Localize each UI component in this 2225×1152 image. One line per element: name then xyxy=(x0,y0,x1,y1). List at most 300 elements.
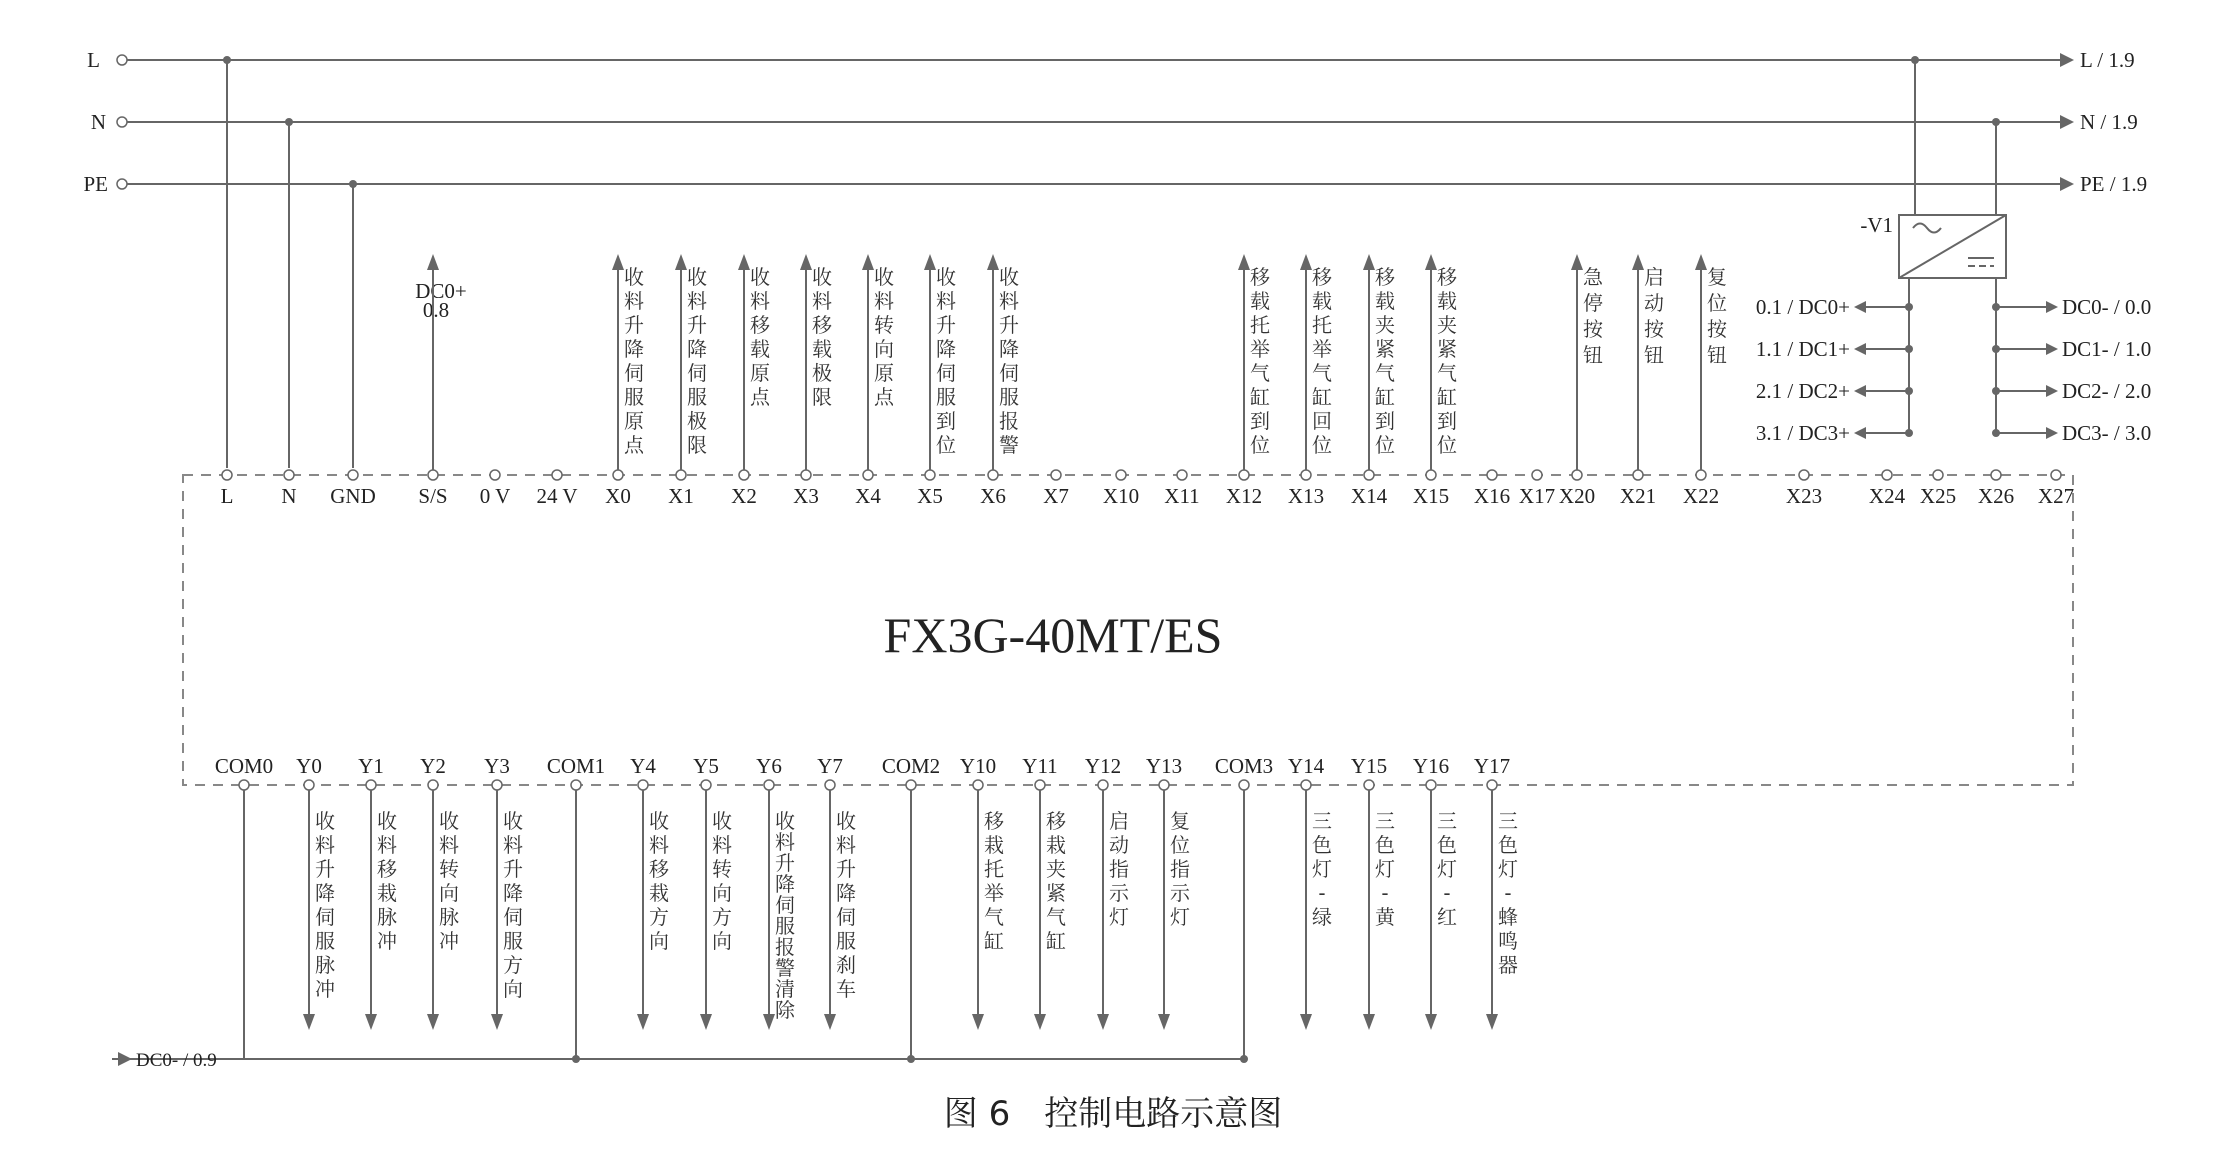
input-desc: 警 xyxy=(999,433,1019,457)
input-label-x27: X27 xyxy=(2037,484,2075,508)
output-desc: 伺 xyxy=(503,905,523,929)
input-desc: 按 xyxy=(1644,317,1664,341)
output-desc: 降 xyxy=(775,872,795,896)
input-desc: 移 xyxy=(1312,265,1332,289)
input-label-x0: X0 xyxy=(605,484,631,508)
input-desc: 料 xyxy=(687,289,707,313)
output-desc: 服 xyxy=(775,914,795,938)
input-terminal xyxy=(1799,470,1809,480)
psu-plus-label: 2.1 / DC2+ xyxy=(1755,379,1850,403)
output-label-com2: COM2 xyxy=(881,754,941,778)
signal-arrow xyxy=(1571,254,1583,270)
rail-l-target: L / 1.9 xyxy=(2080,48,2135,72)
output-desc: 色 xyxy=(1375,833,1395,857)
output-terminal xyxy=(906,780,916,790)
input-desc: 料 xyxy=(999,289,1019,313)
input-desc: 载 xyxy=(750,337,770,361)
output-desc: 灯 xyxy=(1375,857,1395,881)
input-terminal xyxy=(1426,470,1436,480)
output-desc: 收 xyxy=(503,809,523,833)
psu-minus-arrow xyxy=(2046,343,2058,355)
input-label-x7: X7 xyxy=(1043,484,1069,508)
output-arrow xyxy=(637,1014,649,1030)
input-desc: 气 xyxy=(1437,361,1457,385)
input-terminal xyxy=(1116,470,1126,480)
output-arrow xyxy=(427,1014,439,1030)
output-desc: 收 xyxy=(377,809,397,833)
input-desc: 服 xyxy=(624,385,644,409)
input-desc: 伺 xyxy=(936,361,956,385)
input-desc: 限 xyxy=(687,433,707,457)
output-arrow xyxy=(763,1014,775,1030)
input-desc: 降 xyxy=(687,337,707,361)
output-desc: 移 xyxy=(984,809,1004,833)
input-desc: 位 xyxy=(1375,433,1395,457)
input-label-x21: X21 xyxy=(1619,484,1657,508)
input-label-x11: X11 xyxy=(1164,484,1200,508)
input-desc: 伺 xyxy=(999,361,1019,385)
rail-pe-target: PE / 1.9 xyxy=(2080,172,2148,196)
output-terminal xyxy=(638,780,648,790)
output-desc: 伺 xyxy=(315,905,335,929)
output-label-com3: COM3 xyxy=(1214,754,1274,778)
output-desc: 转 xyxy=(712,857,732,881)
output-label-y10: Y10 xyxy=(959,754,997,778)
output-desc: 启 xyxy=(1109,809,1129,833)
psu-minus-arrow xyxy=(2046,385,2058,397)
output-arrow xyxy=(365,1014,377,1030)
output-terminal xyxy=(1487,780,1497,790)
output-label-y1: Y1 xyxy=(358,754,384,778)
junction-dot xyxy=(1905,429,1913,437)
output-desc: 降 xyxy=(836,881,856,905)
output-desc: 紧 xyxy=(1046,881,1066,905)
input-label-x1: X1 xyxy=(668,484,694,508)
input-desc: 停 xyxy=(1583,291,1603,315)
power-supply xyxy=(1756,213,2151,445)
output-desc: 托 xyxy=(984,857,1004,881)
input-desc: 紧 xyxy=(1375,337,1395,361)
input-terminal xyxy=(2051,470,2061,480)
output-arrow xyxy=(1097,1014,1109,1030)
junction-dot xyxy=(1905,387,1913,395)
output-terminal xyxy=(571,780,581,790)
output-desc: 蜂 xyxy=(1498,905,1518,929)
input-desc: 升 xyxy=(936,313,956,337)
output-terminal xyxy=(973,780,983,790)
input-desc: 托 xyxy=(1250,313,1270,337)
output-desc: 升 xyxy=(836,857,856,881)
ss-source-number: 0.8 xyxy=(422,298,450,322)
input-desc: 动 xyxy=(1644,291,1664,315)
output-desc: 升 xyxy=(315,857,335,881)
output-desc: - xyxy=(1381,881,1389,905)
com-bus xyxy=(112,1050,1244,1071)
output-desc: 色 xyxy=(1437,833,1457,857)
junction-dot xyxy=(1992,429,2000,437)
input-terminal xyxy=(490,470,500,480)
junction-dot xyxy=(1992,118,2000,126)
output-arrow xyxy=(491,1014,503,1030)
input-desc: 启 xyxy=(1644,265,1664,289)
output-terminal xyxy=(1159,780,1169,790)
output-desc: - xyxy=(1504,881,1512,905)
input-terminal xyxy=(428,470,438,480)
output-desc: 三 xyxy=(1498,809,1518,833)
output-terminal xyxy=(366,780,376,790)
input-label-gnd: GND xyxy=(330,484,376,508)
input-label-x25: X25 xyxy=(1919,484,1957,508)
input-label-x16: X16 xyxy=(1473,484,1511,508)
rail-pe-arrow xyxy=(2060,177,2074,191)
psu-minus-arrow xyxy=(2046,301,2058,313)
input-terminal xyxy=(801,470,811,480)
junction-dot xyxy=(1992,303,2000,311)
output-desc: 收 xyxy=(439,809,459,833)
output-desc: 脉 xyxy=(439,905,459,929)
plc-model: FX3G-40MT/ES xyxy=(883,607,1223,663)
psu-plus-arrow xyxy=(1854,427,1866,439)
input-desc: 回 xyxy=(1312,409,1332,433)
input-terminal xyxy=(1487,470,1497,480)
input-desc: 夹 xyxy=(1437,313,1457,337)
output-desc: 栽 xyxy=(984,833,1004,857)
output-arrow xyxy=(1034,1014,1046,1030)
input-desc: 收 xyxy=(812,265,832,289)
input-desc: 服 xyxy=(687,385,707,409)
junction-dot xyxy=(1905,303,1913,311)
output-desc: 料 xyxy=(315,833,335,857)
input-terminal xyxy=(1933,470,1943,480)
output-desc: 三 xyxy=(1437,809,1457,833)
input-desc: 托 xyxy=(1312,313,1332,337)
output-desc: 向 xyxy=(712,929,732,953)
output-desc: 警 xyxy=(775,956,795,980)
psu-plus-label: 3.1 / DC3+ xyxy=(1755,421,1850,445)
output-label-y2: Y2 xyxy=(420,754,446,778)
input-label-x2: X2 xyxy=(731,484,757,508)
output-desc: 收 xyxy=(712,809,732,833)
output-desc: 栽 xyxy=(649,881,669,905)
input-terminal xyxy=(1572,470,1582,480)
input-terminal xyxy=(988,470,998,480)
input-desc: 载 xyxy=(812,337,832,361)
input-desc: 伺 xyxy=(687,361,707,385)
input-desc: 点 xyxy=(624,433,644,457)
input-desc: 原 xyxy=(624,409,644,433)
input-desc: 升 xyxy=(999,313,1019,337)
input-label-x22: X22 xyxy=(1682,484,1720,508)
input-desc: 位 xyxy=(1250,433,1270,457)
output-desc: 举 xyxy=(984,881,1004,905)
output-desc: 向 xyxy=(649,929,669,953)
output-terminal xyxy=(1364,780,1374,790)
input-label-l: L xyxy=(220,484,234,508)
input-desc: 举 xyxy=(1250,337,1270,361)
input-desc: 缸 xyxy=(1375,385,1395,409)
input-label-x4: X4 xyxy=(855,484,881,508)
output-terminal xyxy=(304,780,314,790)
input-terminal xyxy=(863,470,873,480)
input-desc: 气 xyxy=(1375,361,1395,385)
input-desc: 向 xyxy=(874,337,894,361)
output-desc: 料 xyxy=(439,833,459,857)
input-terminal xyxy=(1532,470,1542,480)
junction-dot xyxy=(1992,345,2000,353)
ss-source-label: DC0+ xyxy=(415,279,467,303)
output-desc: 收 xyxy=(836,809,856,833)
signal-arrow xyxy=(675,254,687,270)
output-desc: 清 xyxy=(775,977,795,1001)
output-arrow xyxy=(303,1014,315,1030)
input-desc: 极 xyxy=(812,361,832,385)
output-terminal xyxy=(428,780,438,790)
output-desc: 降 xyxy=(503,881,523,905)
terminal-l-in xyxy=(117,55,127,65)
input-terminal xyxy=(348,470,358,480)
output-label-com0: COM0 xyxy=(214,754,274,778)
output-desc: 三 xyxy=(1312,809,1332,833)
input-desc: 缸 xyxy=(1250,385,1270,409)
input-desc: 报 xyxy=(999,409,1019,433)
input-desc: 载 xyxy=(1437,289,1457,313)
input-desc: 转 xyxy=(874,313,894,337)
input-desc: 到 xyxy=(1437,409,1457,433)
input-desc: 升 xyxy=(687,313,707,337)
output-desc: 鸣 xyxy=(1498,929,1518,953)
rail-l-label: L xyxy=(87,48,100,72)
input-desc: 位 xyxy=(936,433,956,457)
input-label-x14: X14 xyxy=(1350,484,1388,508)
output-label-y13: Y13 xyxy=(1145,754,1183,778)
terminal-n-in xyxy=(117,117,127,127)
output-desc: 移 xyxy=(1046,809,1066,833)
input-desc: 移 xyxy=(750,313,770,337)
input-desc: 急 xyxy=(1583,265,1603,289)
output-desc: 伺 xyxy=(836,905,856,929)
input-desc: 服 xyxy=(936,385,956,409)
output-arrow xyxy=(1300,1014,1312,1030)
input-desc: 伺 xyxy=(624,361,644,385)
input-desc: 降 xyxy=(999,337,1019,361)
signal-arrow xyxy=(800,254,812,270)
signal-arrow xyxy=(1695,254,1707,270)
input-desc: 原 xyxy=(874,361,894,385)
input-desc: 位 xyxy=(1312,433,1332,457)
input-desc: 降 xyxy=(624,337,644,361)
output-arrow xyxy=(1158,1014,1170,1030)
figure-caption: 图 6 控制电路示意图 xyxy=(943,1094,1283,1134)
signal-arrow xyxy=(862,254,874,270)
output-label-y16: Y16 xyxy=(1412,754,1450,778)
output-terminal xyxy=(1098,780,1108,790)
input-terminal xyxy=(1364,470,1374,480)
input-label-x10: X10 xyxy=(1102,484,1140,508)
output-desc: 气 xyxy=(984,905,1004,929)
input-terminal xyxy=(1051,470,1061,480)
input-desc: 收 xyxy=(999,265,1019,289)
input-desc: 收 xyxy=(624,265,644,289)
input-label-n: N xyxy=(281,484,297,508)
input-label-24-v: 24 V xyxy=(536,484,578,508)
output-desc: 色 xyxy=(1312,833,1332,857)
output-desc: 料 xyxy=(775,830,795,854)
input-terminal xyxy=(552,470,562,480)
output-label-y17: Y17 xyxy=(1473,754,1511,778)
output-desc: 绿 xyxy=(1312,905,1332,929)
signal-arrow xyxy=(1632,254,1644,270)
input-label-x6: X6 xyxy=(980,484,1006,508)
output-desc: 灯 xyxy=(1312,857,1332,881)
input-desc: 升 xyxy=(624,313,644,337)
input-terminal xyxy=(613,470,623,480)
output-desc: 灯 xyxy=(1437,857,1457,881)
output-desc: 移 xyxy=(377,857,397,881)
output-desc: 料 xyxy=(377,833,397,857)
input-label-x26: X26 xyxy=(1977,484,2015,508)
input-label-x13: X13 xyxy=(1287,484,1325,508)
output-desc: 冲 xyxy=(377,929,397,953)
junction-dot xyxy=(1911,56,1919,64)
output-desc: 移 xyxy=(649,857,669,881)
output-desc: 夹 xyxy=(1046,857,1066,881)
output-desc: 车 xyxy=(836,977,856,1001)
psu-minus-label: DC1- / 1.0 xyxy=(2062,337,2152,361)
output-label-y5: Y5 xyxy=(693,754,719,778)
input-label-x24: X24 xyxy=(1868,484,1906,508)
input-terminal xyxy=(1991,470,2001,480)
output-desc: 色 xyxy=(1498,833,1518,857)
input-label-0-v: 0 V xyxy=(479,484,511,508)
output-desc: 向 xyxy=(503,977,523,1001)
output-desc: 栽 xyxy=(1046,833,1066,857)
output-label-com1: COM1 xyxy=(546,754,606,778)
output-label-y12: Y12 xyxy=(1084,754,1122,778)
psu-plus-label: 1.1 / DC1+ xyxy=(1755,337,1850,361)
terminal-pe-in xyxy=(117,179,127,189)
input-label-x20: X20 xyxy=(1558,484,1596,508)
input-desc: 载 xyxy=(1250,289,1270,313)
rail-n-arrow xyxy=(2060,115,2074,129)
output-label-y14: Y14 xyxy=(1287,754,1325,778)
input-desc: 载 xyxy=(1375,289,1395,313)
input-desc: 收 xyxy=(874,265,894,289)
input-desc: 收 xyxy=(936,265,956,289)
input-desc: 载 xyxy=(1312,289,1332,313)
rail-n-label: N xyxy=(90,110,106,134)
output-arrow xyxy=(1363,1014,1375,1030)
input-desc: 料 xyxy=(812,289,832,313)
input-label-s-s: S/S xyxy=(418,484,448,508)
output-desc: - xyxy=(1443,881,1451,905)
input-label-x17: X17 xyxy=(1518,484,1556,508)
output-desc: - xyxy=(1318,881,1326,905)
psu-plus-arrow xyxy=(1854,301,1866,313)
output-desc: 器 xyxy=(1498,953,1518,977)
psu-plus-label: 0.1 / DC0+ xyxy=(1755,295,1850,319)
input-desc: 收 xyxy=(750,265,770,289)
output-label-y0: Y0 xyxy=(296,754,322,778)
input-desc: 到 xyxy=(1375,409,1395,433)
input-desc: 料 xyxy=(624,289,644,313)
output-desc: 料 xyxy=(836,833,856,857)
output-desc: 方 xyxy=(712,905,732,929)
psu-minus-label: DC3- / 3.0 xyxy=(2062,421,2152,445)
psu-minus-arrow xyxy=(2046,427,2058,439)
input-desc: 钮 xyxy=(1707,343,1727,367)
input-desc: 到 xyxy=(1250,409,1270,433)
junction-dot xyxy=(349,180,357,188)
junction-dot xyxy=(223,56,231,64)
output-desc: 伺 xyxy=(775,893,795,917)
psu-plus-arrow xyxy=(1854,385,1866,397)
output-desc: 服 xyxy=(836,929,856,953)
input-desc: 点 xyxy=(750,385,770,409)
output-label-y15: Y15 xyxy=(1350,754,1388,778)
input-label-x3: X3 xyxy=(793,484,819,508)
input-desc: 缸 xyxy=(1437,385,1457,409)
output-desc: 红 xyxy=(1437,905,1457,929)
input-desc: 移 xyxy=(1437,265,1457,289)
input-desc: 收 xyxy=(687,265,707,289)
output-desc: 收 xyxy=(315,809,335,833)
input-desc: 举 xyxy=(1312,337,1332,361)
input-desc: 点 xyxy=(874,385,894,409)
input-terminal xyxy=(222,470,232,480)
output-desc: 降 xyxy=(315,881,335,905)
input-terminal xyxy=(1177,470,1187,480)
input-label-x12: X12 xyxy=(1225,484,1263,508)
output-desc: 向 xyxy=(439,881,459,905)
input-terminal xyxy=(284,470,294,480)
output-desc: 报 xyxy=(775,935,795,959)
output-terminal xyxy=(239,780,249,790)
output-arrow xyxy=(824,1014,836,1030)
output-desc: 向 xyxy=(712,881,732,905)
ss-arrow xyxy=(427,254,439,270)
output-terminal xyxy=(1239,780,1249,790)
input-terminal xyxy=(1633,470,1643,480)
input-desc: 钮 xyxy=(1583,343,1603,367)
output-desc: 指 xyxy=(1109,857,1129,881)
output-label-y7: Y7 xyxy=(817,754,843,778)
rail-l-arrow xyxy=(2060,53,2074,67)
input-terminal xyxy=(1239,470,1249,480)
output-desc: 方 xyxy=(649,905,669,929)
input-desc: 钮 xyxy=(1644,343,1664,367)
output-desc: 升 xyxy=(775,851,795,875)
com-bus-source: DC0- / 0.9 xyxy=(136,1050,217,1071)
input-desc: 气 xyxy=(1312,361,1332,385)
output-terminal xyxy=(1035,780,1045,790)
input-desc: 按 xyxy=(1707,317,1727,341)
input-desc: 按 xyxy=(1583,317,1603,341)
output-desc: 脉 xyxy=(315,953,335,977)
signal-arrow xyxy=(987,254,999,270)
output-desc: 灯 xyxy=(1170,905,1190,929)
output-arrow xyxy=(1486,1014,1498,1030)
output-label-y4: Y4 xyxy=(630,754,656,778)
input-desc: 气 xyxy=(1250,361,1270,385)
input-terminal xyxy=(739,470,749,480)
junction-dot xyxy=(1905,345,1913,353)
output-arrow xyxy=(1425,1014,1437,1030)
input-label-x5: X5 xyxy=(917,484,943,508)
power-rails xyxy=(83,48,2147,468)
input-desc: 移 xyxy=(1250,265,1270,289)
signal-arrow xyxy=(612,254,624,270)
signal-arrow xyxy=(1425,254,1437,270)
